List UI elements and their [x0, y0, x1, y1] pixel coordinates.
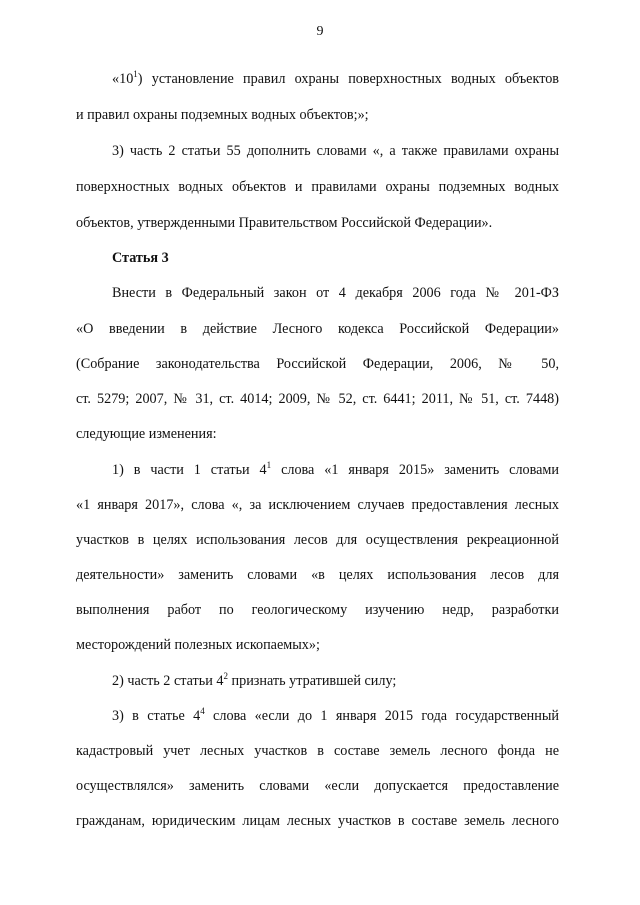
para1-prefix: «10 — [112, 71, 134, 87]
para3-line3: (Собрание законодательства Российской Федерации, 2006, № 50, — [76, 356, 559, 372]
para1-line2: и правил охраны подземных водных объектов;»; — [76, 107, 369, 123]
item1-superscript: 1 — [266, 460, 272, 470]
item1-line1-a: 1) в части 1 статьи 4 — [112, 462, 267, 478]
para3-line4: ст. 5279; 2007, № 31, ст. 4014; 2009, № 52, ст. 6441; 2011, № 51, ст. 7448) — [76, 391, 559, 407]
item3-line1-b: слова «если до 1 января 2015 года государственный — [204, 708, 559, 724]
item1-line1 — [112, 461, 559, 479]
item3-line1 — [112, 707, 559, 725]
para1-line1 — [112, 70, 559, 88]
item2-a: 2) часть 2 статьи 4 — [112, 673, 224, 689]
item2-superscript: 2 — [223, 671, 228, 681]
article-heading: Статья 3 — [112, 250, 169, 266]
para1-superscript: 1 — [133, 69, 138, 79]
item1-line1-b: слова «1 января 2015» заменить словами — [271, 462, 559, 478]
item3-line1-a: 3) в статье 4 — [112, 708, 201, 724]
para1-line1-text: ) установление правил охраны поверхностных водных объектов — [137, 71, 559, 87]
para2-line2: поверхностных водных объектов и правилами охраны подземных водных — [76, 179, 559, 195]
item1-line6: месторождений полезных ископаемых»; — [76, 637, 320, 653]
para2-line3: объектов, утвержденными Правительством Российской Федерации». — [76, 215, 493, 231]
item1-line5: выполнения работ по геологическому изучению недр, разработки — [76, 602, 559, 618]
item2-b: признать утратившей силу; — [227, 673, 397, 689]
item3-superscript: 4 — [200, 706, 205, 716]
item1-line4: деятельности» заменить словами «в целях использования лесов для — [76, 567, 559, 583]
para3-line1: Внести в Федеральный закон от 4 декабря 2006 года № 201-ФЗ — [112, 285, 559, 301]
para3-line2: «О введении в действие Лесного кодекса Российской Федерации» — [76, 321, 559, 337]
para3-line5: следующие изменения: — [76, 426, 217, 442]
item3-line2: кадастровый учет лесных участков в составе земель лесного фонда не — [76, 743, 559, 759]
para2-line1: 3) часть 2 статьи 55 дополнить словами «, а также правилами охраны — [112, 143, 559, 159]
item2-line1 — [112, 672, 559, 690]
page-number: 9 — [316, 24, 324, 39]
item1-line2: «1 января 2017», слова «, за исключением случаев предоставления лесных — [76, 497, 559, 513]
item1-line3: участков в целях использования лесов для осуществления рекреационной — [76, 532, 559, 548]
item3-line3: осуществлялся» заменить словами «если допускается предоставление — [76, 778, 559, 794]
item3-line4: гражданам, юридическим лицам лесных участков в составе земель лесного — [76, 813, 559, 829]
